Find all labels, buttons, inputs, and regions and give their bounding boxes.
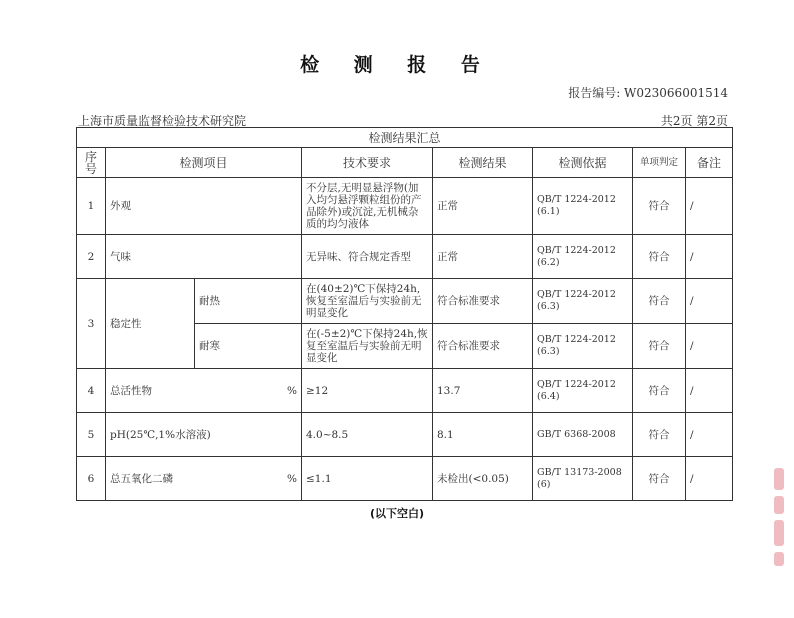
- table-row: [77, 235, 733, 279]
- row-requirement: 4.0~8.5: [302, 413, 433, 457]
- row-basis: GB/T 6368-2008: [533, 413, 633, 457]
- row-item: pH(25℃,1%水溶液): [106, 413, 302, 457]
- row-no: 3: [77, 279, 106, 369]
- row-requirement: ≤1.1: [302, 457, 433, 501]
- table-row: [77, 178, 733, 235]
- report-title: 检 测 报 告: [300, 54, 494, 76]
- row-verdict: 符合: [633, 413, 686, 457]
- row-no: 1: [77, 178, 106, 235]
- row-unit: %: [287, 472, 297, 485]
- institute-name: 上海市质量监督检验技术研究院: [78, 114, 247, 128]
- row-remark: /: [686, 369, 733, 413]
- row-basis: QB/T 1224-2012 (6.3): [533, 324, 633, 369]
- row-remark: /: [686, 279, 733, 324]
- blank-note: (以下空白): [369, 507, 425, 520]
- row-unit: %: [287, 384, 297, 397]
- row-verdict: 符合: [633, 178, 686, 235]
- row-subitem: 耐寒: [195, 324, 302, 369]
- row-result: 符合标准要求: [433, 324, 533, 369]
- header-result: 检测结果: [433, 148, 533, 178]
- page-indicator: 共2页 第2页: [660, 114, 728, 128]
- row-verdict: 符合: [633, 369, 686, 413]
- row-item-cell: [106, 369, 302, 413]
- row-no: 6: [77, 457, 106, 501]
- row-remark: /: [686, 457, 733, 501]
- row-result: 未检出(<0.05): [433, 457, 533, 501]
- row-verdict: 符合: [633, 279, 686, 324]
- report-number: 报告编号: W023066001514: [568, 86, 728, 100]
- row-subitem: 耐热: [195, 279, 302, 324]
- row-remark: /: [686, 235, 733, 279]
- table-row: [77, 369, 733, 413]
- row-result: 13.7: [433, 369, 533, 413]
- row-remark: /: [686, 324, 733, 369]
- row-requirement: 在(-5±2)℃下保持24h,恢复至室温后与实验前无明显变化: [302, 324, 433, 369]
- row-remark: /: [686, 178, 733, 235]
- header-no: 序号: [77, 148, 106, 178]
- row-result: 正常: [433, 178, 533, 235]
- table-row: [77, 413, 733, 457]
- row-no: 2: [77, 235, 106, 279]
- header-item: 检测项目: [106, 148, 302, 178]
- results-table: [76, 127, 733, 501]
- row-result: 8.1: [433, 413, 533, 457]
- row-requirement: ≥12: [302, 369, 433, 413]
- row-item: 总活性物: [110, 384, 152, 397]
- row-verdict: 符合: [633, 457, 686, 501]
- row-result: 正常: [433, 235, 533, 279]
- table-header-row: [77, 148, 733, 178]
- row-item: 外观: [106, 178, 302, 235]
- header-basis: 检测依据: [533, 148, 633, 178]
- row-item-cell: [106, 457, 302, 501]
- table-row: [77, 457, 733, 501]
- header-requirement: 技术要求: [302, 148, 433, 178]
- row-remark: /: [686, 413, 733, 457]
- row-requirement: 在(40±2)℃下保持24h,恢复至室温后与实验前无明显变化: [302, 279, 433, 324]
- table-row: [77, 279, 733, 324]
- row-no: 5: [77, 413, 106, 457]
- row-verdict: 符合: [633, 324, 686, 369]
- seal-edge-mark: [772, 462, 786, 612]
- row-verdict: 符合: [633, 235, 686, 279]
- row-requirement: 无异味、符合规定香型: [302, 235, 433, 279]
- row-result: 符合标准要求: [433, 279, 533, 324]
- row-basis: QB/T 1224-2012 (6.4): [533, 369, 633, 413]
- row-requirement: 不分层,无明显悬浮物(加入均匀悬浮颗粒组份的产品除外)或沉淀,无机械杂质的均匀液体: [302, 178, 433, 235]
- table-caption: 检测结果汇总: [77, 128, 733, 148]
- row-item: 稳定性: [106, 279, 195, 369]
- row-basis: QB/T 1224-2012 (6.2): [533, 235, 633, 279]
- row-no: 4: [77, 369, 106, 413]
- row-item: 气味: [106, 235, 302, 279]
- row-basis: GB/T 13173-2008 (6): [533, 457, 633, 501]
- header-verdict: 单项判定: [633, 148, 686, 178]
- row-item: 总五氧化二磷: [110, 472, 173, 485]
- header-remark: 备注: [686, 148, 733, 178]
- row-basis: QB/T 1224-2012 (6.1): [533, 178, 633, 235]
- row-basis: QB/T 1224-2012 (6.3): [533, 279, 633, 324]
